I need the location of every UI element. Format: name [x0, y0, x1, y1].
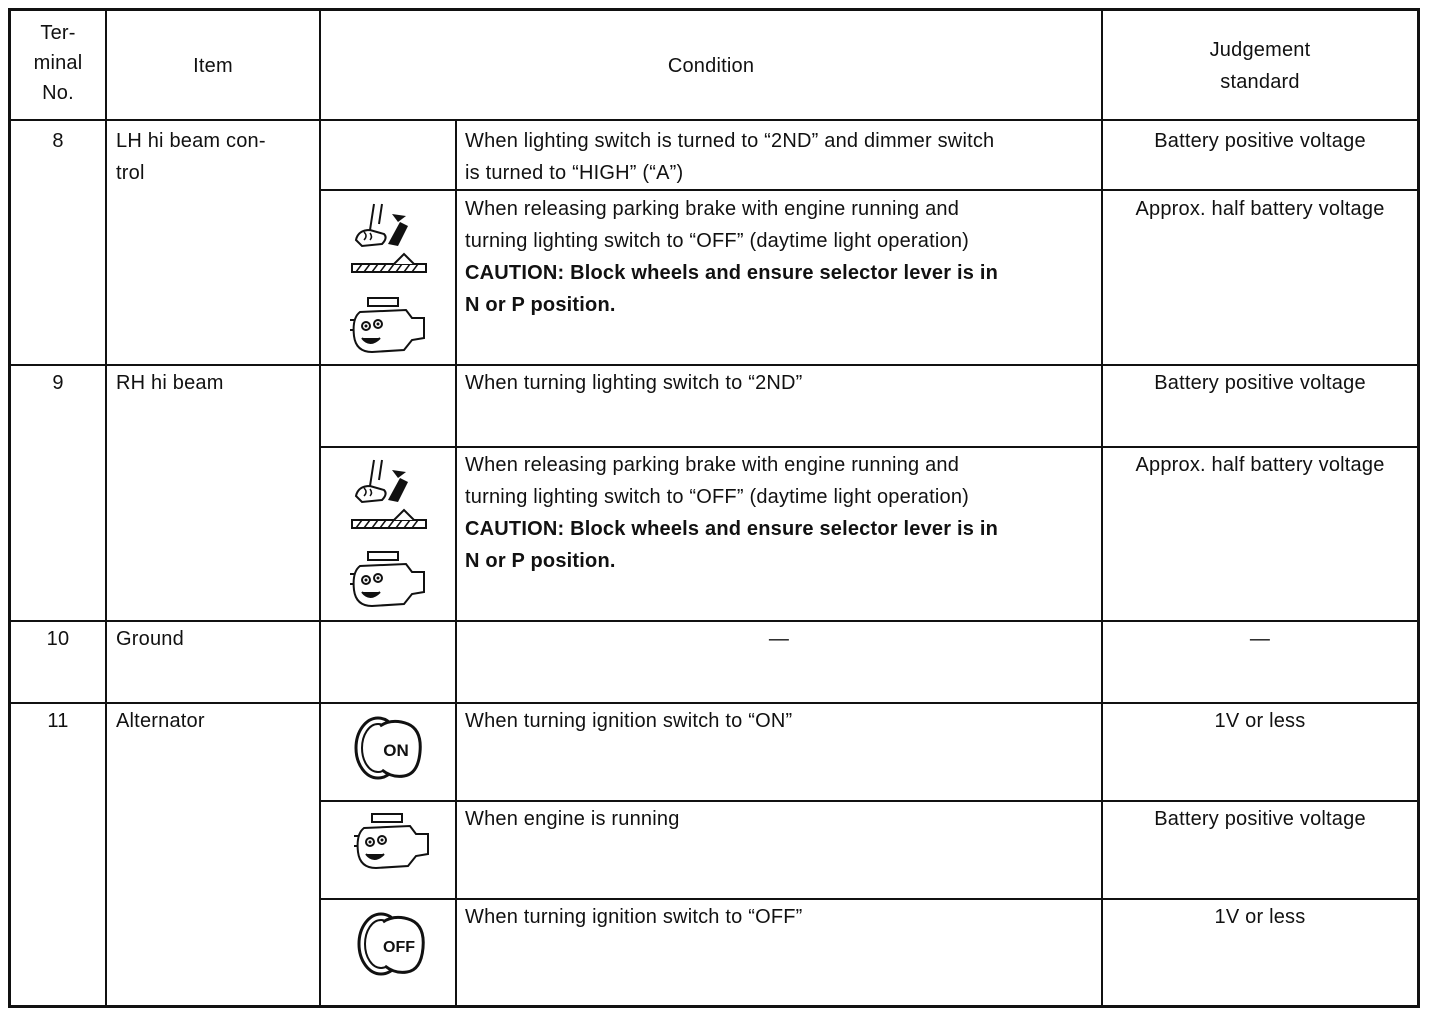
item-name: Ground [116, 628, 184, 650]
header-condition: Condition [667, 55, 755, 77]
item-name: RH hi beam [116, 372, 224, 394]
row-divider [8, 702, 1420, 704]
ignition-on-label: ON [383, 741, 409, 760]
judgement-value: 1V or less [1214, 710, 1306, 732]
terminal-number: 11 [47, 710, 69, 732]
condition-text: When turning ignition switch to “ON” [465, 710, 793, 732]
condition-text: When engine is running [465, 808, 680, 830]
engine-running-icon [348, 292, 428, 358]
judgement-value: Battery positive voltage [1154, 130, 1366, 152]
header-judgement-standard: Judgement standard [1209, 39, 1311, 93]
ignition-on-icon [352, 712, 428, 784]
caution-text: CAUTION: Block wheels and ensure selector lever is in N or P position. [465, 262, 998, 316]
judgement-value: Approx. half battery voltage [1135, 198, 1385, 220]
parking-brake-release-icon [348, 200, 428, 280]
item-name: Alternator [116, 710, 205, 732]
col-divider [1101, 8, 1103, 1008]
condition-text: When releasing parking brake with engine running and turning lighting switch to “OFF” (daytime light operation) [465, 198, 970, 252]
judgement-value: Battery positive voltage [1154, 372, 1366, 394]
ignition-off-label: OFF [383, 939, 415, 956]
terminal-number: 10 [46, 628, 70, 650]
row8-subdivider [320, 189, 1420, 191]
engine-running-icon [348, 546, 428, 612]
condition-text: When releasing parking brake with engine running and turning lighting switch to “OFF” (daytime light operation) [465, 454, 970, 508]
col-divider [455, 119, 457, 1008]
caution-text: CAUTION: Block wheels and ensure selector lever is in N or P position. [465, 518, 998, 572]
engine-running-icon [352, 808, 432, 874]
col-divider [319, 8, 321, 1008]
parking-brake-release-icon [348, 456, 428, 536]
header-divider [8, 119, 1420, 121]
condition-dash: — [768, 628, 790, 650]
judgement-value: — [1249, 628, 1271, 650]
condition-text: When turning lighting switch to “2ND” [465, 372, 803, 394]
condition-text: When turning ignition switch to “OFF” [465, 906, 803, 928]
row9-subdivider [320, 446, 1420, 448]
col-divider [105, 8, 107, 1008]
row11-subdivider [320, 898, 1420, 900]
ignition-off-icon [355, 908, 431, 980]
header-terminal-no: Ter- minal No. [33, 22, 83, 104]
item-name: LH hi beam con- trol [116, 130, 266, 184]
row-divider [8, 364, 1420, 366]
condition-text: When lighting switch is turned to “2ND” and dimmer switch is turned to “HIGH” (“A”) [465, 130, 995, 184]
header-item: Item [193, 55, 233, 77]
judgement-value: Battery positive voltage [1154, 808, 1366, 830]
row-divider [8, 620, 1420, 622]
judgement-value: 1V or less [1214, 906, 1306, 928]
terminal-number: 9 [52, 372, 64, 394]
row11-subdivider [320, 800, 1420, 802]
judgement-value: Approx. half battery voltage [1135, 454, 1385, 476]
terminal-number: 8 [52, 130, 64, 152]
